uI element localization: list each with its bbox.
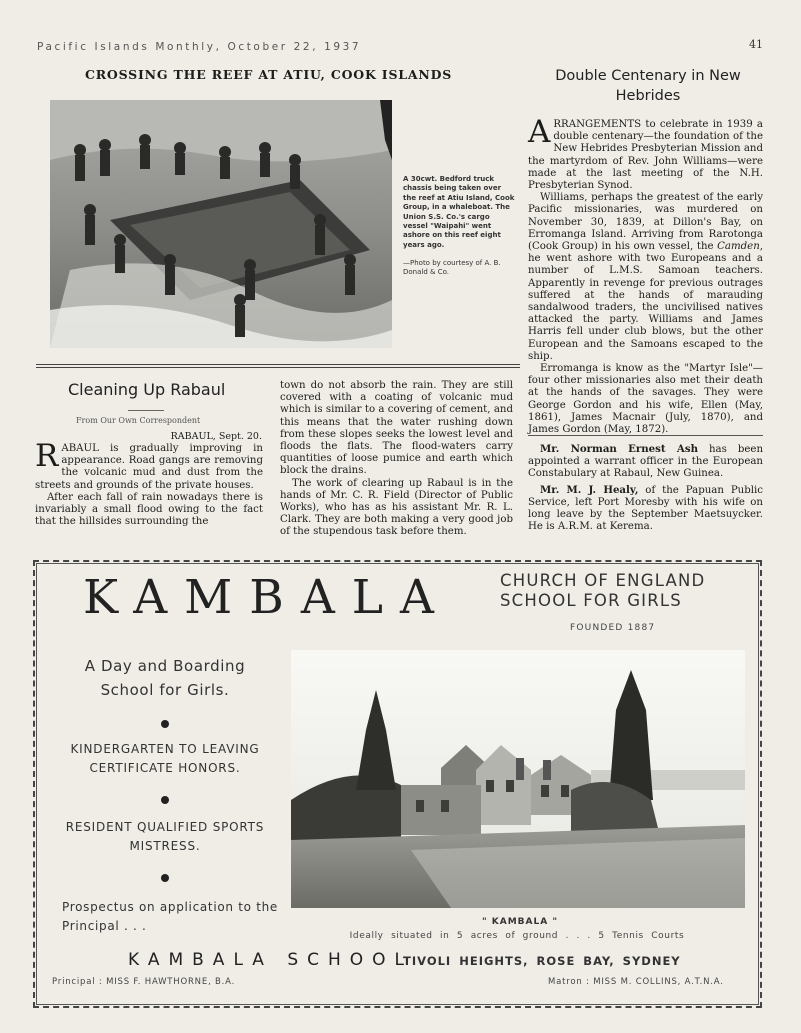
bullet-icon (161, 796, 169, 804)
centenary-column (528, 114, 763, 436)
bullet-icon (161, 874, 169, 882)
school-photo-caption: " KAMBALA " (481, 917, 559, 927)
centenary-paragraph-2 (528, 192, 763, 363)
personal-note-2 (528, 484, 763, 534)
ad-day-line-1: A Day and Boarding (84, 657, 246, 675)
person-name: Mr. Norman Ernest Ash (540, 443, 698, 455)
rabaul-byline: From Our Own Correspondent (76, 416, 201, 425)
personal-note-1 (528, 443, 763, 481)
ad-day-line-2: School for Girls. (100, 681, 230, 699)
ad-day-boarding (45, 654, 285, 702)
ad-school-name: KAMBALA (83, 570, 451, 625)
centenary-paragraph-3: Erromanga is know as the "Martyr Isle"—four other missionaries also met their death at the hands of the savages. They were George Gordon and his wife, Ellen (May, 1861), James Macnair (July, 1870), and James Gordon (May, 1872). (528, 363, 763, 436)
person-name: Mr. M. J. Healy, (540, 483, 639, 496)
reef-photo (50, 100, 392, 348)
reef-photo-graphic (50, 100, 392, 348)
rabaul-column-1 (35, 438, 263, 528)
rabaul-paragraph-3: The work of clearing up Rabaul is in the hands of Mr. C. R. Field (Director of Public Works), who has as his assistant Mr. R. L. Clark. They are both making a very good job of the stupendous task before them. (280, 477, 513, 538)
reef-photo-caption: A 30cwt. Bedford truck chassis being taken over the reef at Atiu Island, Cook Group, in a whaleboat. The Union S.S. Co.'s cargo vessel "Waipahi" went ashore on this reef eight years ago. (403, 175, 515, 249)
reef-article-title: CROSSING THE REEF AT ATIU, COOK ISLANDS (85, 67, 453, 82)
rabaul-article-title: Cleaning Up Rabaul (68, 380, 226, 399)
school-photo (291, 650, 745, 908)
reef-photo-credit: —Photo by courtesy of A. B. Donald & Co. (403, 259, 501, 277)
ad-kindergarten (45, 740, 285, 778)
ad-sports (45, 818, 285, 856)
ad-address: TIVOLI HEIGHTS, ROSE BAY, SYDNEY (403, 954, 681, 968)
ad-prospectus-line-2: Principal . . . (62, 919, 147, 933)
running-head: Pacific Islands Monthly, October 22, 1937 (37, 41, 362, 53)
ad-school-footer: KAMBALA SCHOOL (128, 950, 414, 970)
ad-sports-line-2: MISTRESS. (129, 839, 201, 853)
bullet-icon (161, 720, 169, 728)
column-rule (528, 435, 763, 436)
personal-notes (528, 443, 763, 536)
drop-cap: A (528, 114, 551, 150)
rabaul-paragraph-2-continued: town do not absorb the rain. They are still covered with a coating of volcanic mud which is similar to a covering of cement, and this means that the water rushing down from these slopes seeks the lowest level and floods the flats. The flood-waters carry quantities of loose pumice and earth which block the drains. (280, 380, 513, 477)
drop-cap: R (35, 438, 59, 474)
personal-note-text: has been appointed a warrant officer in the European Constabulary at Rabaul, New Guinea. (528, 444, 764, 480)
centenary-paragraph-1 (528, 114, 763, 192)
ad-prospectus (62, 898, 282, 936)
ad-principal: Principal : MISS F. HAWTHORNE, B.A. (52, 977, 236, 987)
school-photo-graphic (291, 650, 745, 908)
ad-founded: FOUNDED 1887 (570, 623, 656, 633)
rabaul-dateline: RABAUL, Sept. 20. (170, 431, 262, 442)
school-photo-details: Ideally situated in 5 acres of ground . . . 5 Tennis Courts (349, 931, 685, 941)
centenary-article-title: Double Centenary in New Hebrides (555, 68, 741, 104)
centenary-paragraph-2-a: Williams, perhaps the greatest of the early Pacific missionaries, was murdered on November 30, 1839, at Dillon's Bay, on Erromanga Island. Arriving from Rarotonga (Cook Group) in his own vessel, the (528, 192, 763, 253)
rabaul-paragraph-1-text: ABAUL is gradually improving in appearance. Road gangs are removing the volcanic mud and dust from the streets and grounds of the private houses. (35, 443, 263, 491)
ad-feature-list (45, 650, 285, 882)
ad-church-line-2: SCHOOL FOR GIRLS (500, 591, 682, 610)
centenary-paragraph-1-text: RRANGEMENTS to celebrate in 1939 a double centenary—the foundation of the New Hebrides Presbyterian Mission and the martyrdom of Rev. John Williams—were made at the last meeting of the N.H. Presbyterian Synod. (528, 119, 763, 192)
ad-matron: Matron : MISS M. COLLINS, A.T.N.A. (548, 977, 724, 987)
ad-kinder-line-1: KINDERGARTEN TO LEAVING (70, 742, 260, 756)
section-divider (36, 364, 520, 368)
page-number: 41 (749, 38, 763, 51)
title-rule (128, 410, 164, 411)
ad-prospectus-line-1: Prospectus on application to the (62, 900, 278, 914)
centenary-paragraph-2-b: , he went ashore with two Europeans and a number of L.M.S. Samoan teachers. Apparently in revenge for previous outrages suffered at the hands of marauding sandalwood traders, the uncivilised natives attacked the party. Williams and James Harris fell under club blows, but the other European and the Samoans escaped to the ship. (528, 241, 763, 362)
rabaul-column-2 (280, 380, 513, 539)
ad-church-heading (500, 571, 730, 611)
rabaul-paragraph-1 (35, 438, 263, 492)
ad-sports-line-1: RESIDENT QUALIFIED SPORTS (65, 820, 265, 834)
personal-note-text: of the Papuan Public Service, left Port Moresby with his wife on long leave by the September Maetsuycker. He is A.R.M. at Kerema. (528, 484, 763, 533)
ship-name: Camden (717, 241, 760, 253)
ad-church-line-1: CHURCH OF ENGLAND (500, 571, 706, 590)
ad-kinder-line-2: CERTIFICATE HONORS. (89, 761, 241, 775)
rabaul-paragraph-2: After each fall of rain nowadays there is invariably a small flood owing to the fact that the hillsides surrounding the (35, 491, 263, 528)
